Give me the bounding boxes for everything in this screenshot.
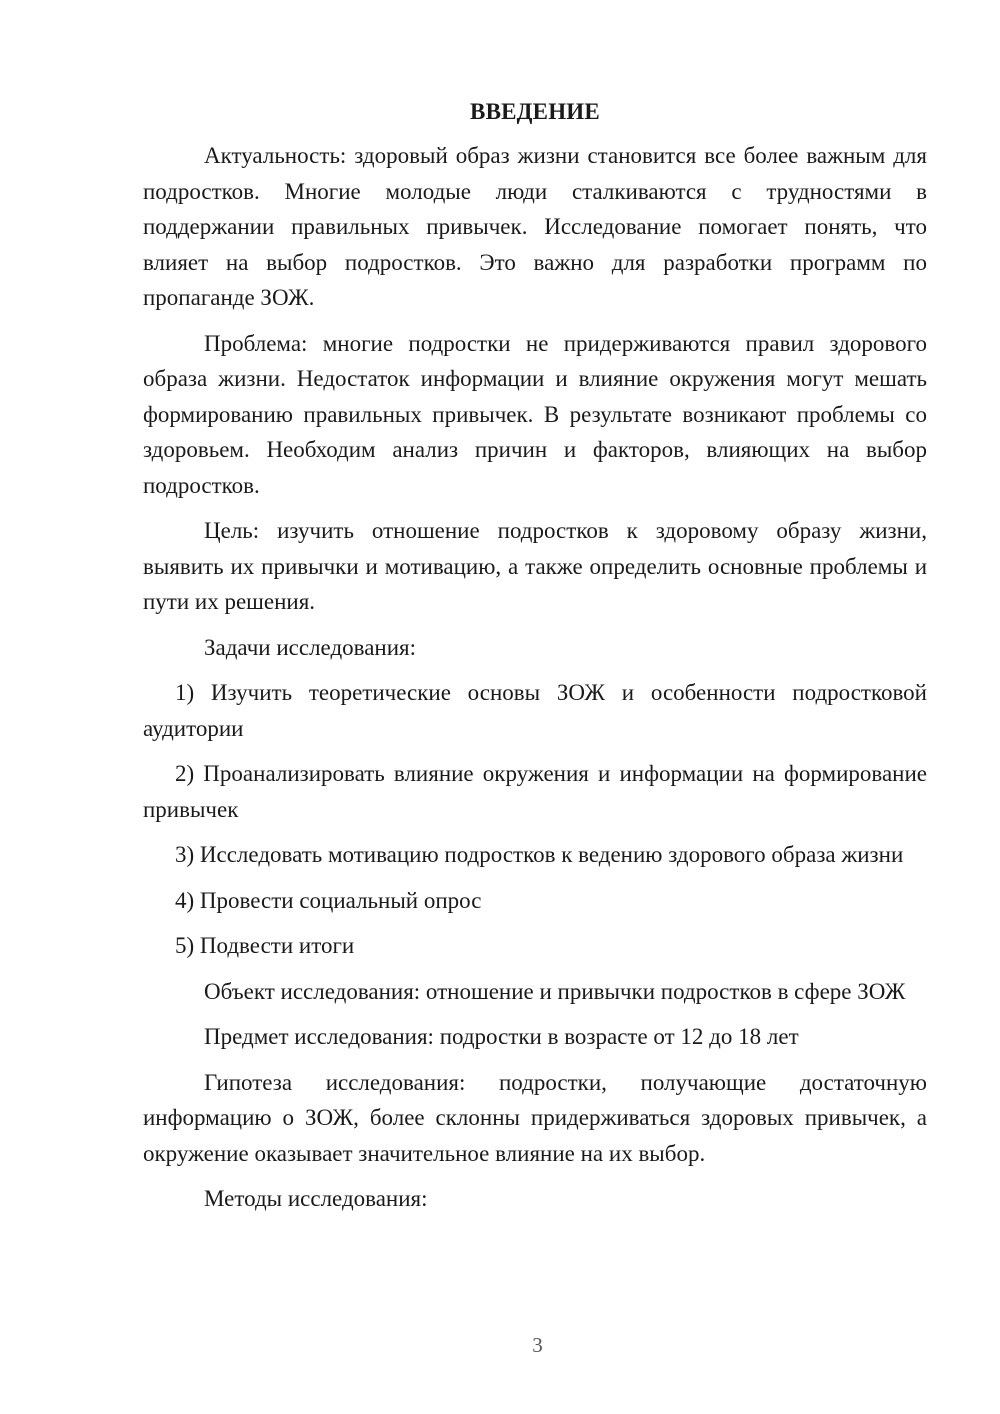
section-title: ВВЕДЕНИЕ xyxy=(470,99,600,124)
paragraph-goal: Цель: изучить отношение подростков к здоровому образу жизни, выявить их привычки и мотивацию, а также определить основные проблемы и пути их решения. xyxy=(143,518,927,614)
paragraph-object: Объект исследования: отношение и привычки подростков в сфере ЗОЖ xyxy=(204,978,906,1004)
tasks-heading: Задачи исследования: xyxy=(204,634,417,660)
task-item-4: 4) Провести социальный опрос xyxy=(175,887,482,913)
page-content xyxy=(143,98,927,1227)
task-item-3: 3) Исследовать мотивацию подростков к ведению здорового образа жизни xyxy=(175,842,904,867)
paragraph-hypothesis: Гипотеза исследования: подростки, получающие достаточную информацию о ЗОЖ, более склонны придерживаться здоровых привычек, а окружение оказывает значительное влияние на их выбор. xyxy=(143,1069,927,1166)
paragraph-problem: Проблема: многие подростки не придерживаются правил здорового образа жизни. Недостаток информации и влияние окружения могут мешать формированию правильных привычек. В результате возникают проблемы со здоровьем. Необходим анализ причин и факторов, влияющих на выбор подростков. xyxy=(143,330,927,498)
task-item-1: 1) Изучить теоретические основы ЗОЖ и особенности подростковой аудитории xyxy=(143,680,927,741)
page-number: 3 xyxy=(532,1333,543,1357)
methods-heading: Методы исследования: xyxy=(204,1186,428,1211)
paragraph-subject: Предмет исследования: подростки в возрасте от 12 до 18 лет xyxy=(204,1024,799,1049)
task-item-5: 5) Подвести итоги xyxy=(175,933,355,958)
task-item-2: 2) Проанализировать влияние окружения и информации на формирование привычек xyxy=(143,761,927,822)
paragraph-relevance: Актуальность: здоровый образ жизни становится все более важным для подростков. Многие молодые люди сталкиваются с трудностями в поддержании правильных привычек. Исследование помогает понять, что влияет на выбор подростков. Это важно для разработки программ по пропаганде ЗОЖ. xyxy=(143,143,927,310)
